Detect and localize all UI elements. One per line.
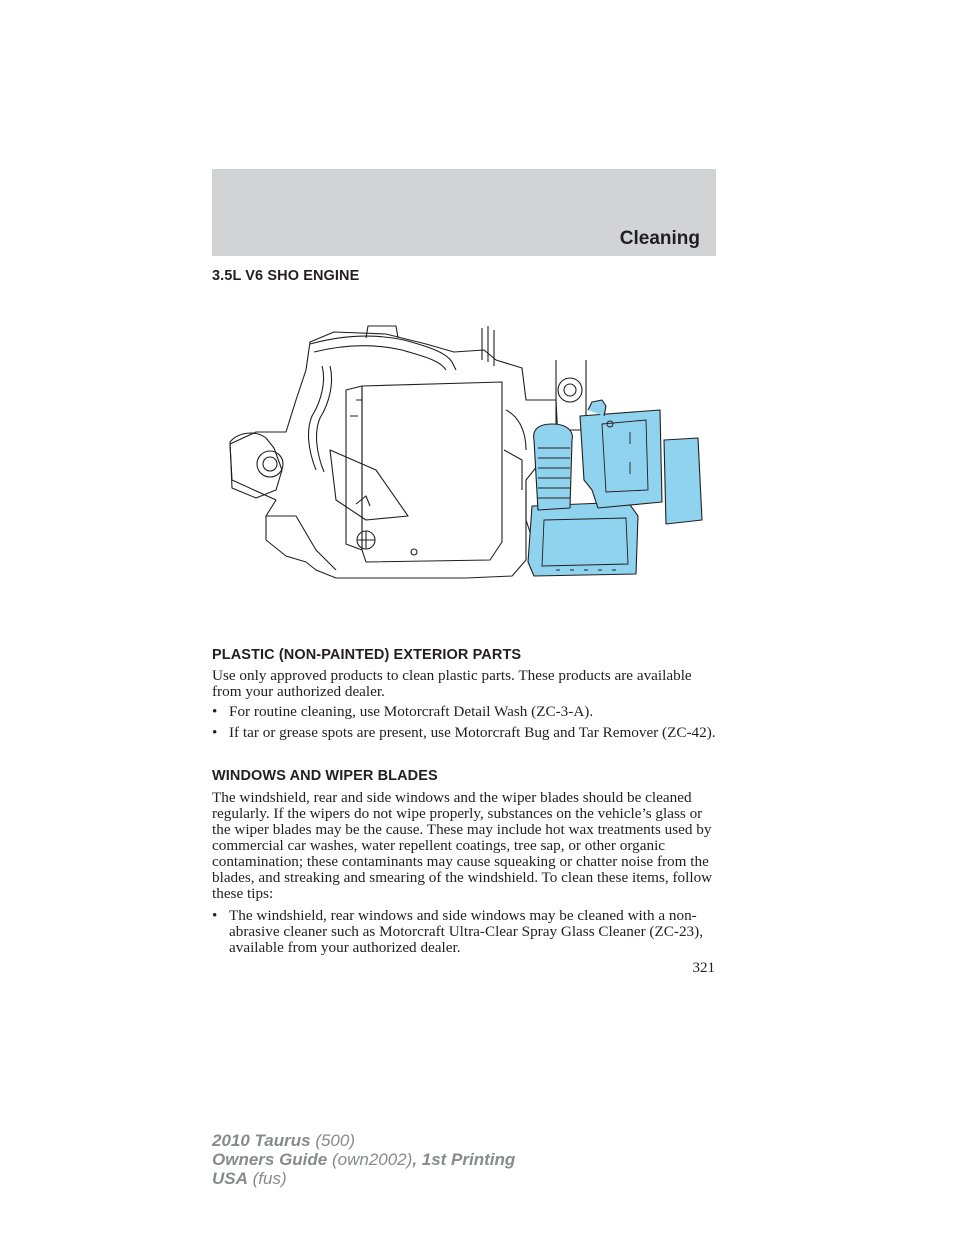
- bullet-text: For routine cleaning, use Motorcraft Detail Wash (ZC-3-A).: [229, 703, 594, 720]
- section-header-band: [212, 169, 716, 256]
- page-number: 321: [692, 960, 715, 976]
- plastic-parts-intro: Use only approved products to clean plastic parts. These products are available from your authorized dealer.: [212, 667, 692, 700]
- footer-line-1: 2010 Taurus (500): [212, 1131, 356, 1150]
- footer: [212, 1131, 515, 1188]
- bullet-item: [212, 704, 716, 720]
- bullet-dot: •: [212, 703, 218, 720]
- bullet-text: If tar or grease spots are present, use Motorcraft Bug and Tar Remover (ZC-42).: [229, 724, 716, 741]
- engine-heading: 3.5L V6 SHO ENGINE: [212, 268, 360, 284]
- footer-line-3: USA (fus): [212, 1169, 287, 1188]
- footer-line-2: Owners Guide (own2002), 1st Printing: [212, 1150, 516, 1169]
- bullet-dot: •: [212, 907, 218, 924]
- engine-illustration: [226, 320, 706, 588]
- windows-wipers-heading: WINDOWS AND WIPER BLADES: [212, 768, 438, 784]
- bullet-text: The windshield, rear windows and side windows may be cleaned with a non-abrasive cleaner such as Motorcraft Ultra-Clear Spray Glass Cleaner (ZC-23), available from your authorized dealer.: [229, 907, 704, 956]
- bullet-item: [212, 725, 716, 741]
- bullet-dot: •: [212, 724, 218, 741]
- windows-wipers-intro: The windshield, rear and side windows and the wiper blades should be cleaned regularly. If the wipers do not wipe properly, substances on the vehicle’s glass or the wiper blades may be the cause. These may include hot wax treatments used by commercial car washes, water repellent coatings, tree sap, or other organic contamination; these contaminants may cause squeaking or chatter noise from the blades, and streaking and smearing of the windshield. To clean these items, follow these tips:: [212, 789, 713, 902]
- section-title: Cleaning: [619, 228, 700, 249]
- plastic-parts-heading: PLASTIC (NON-PAINTED) EXTERIOR PARTS: [212, 647, 522, 663]
- bullet-item: [212, 908, 716, 956]
